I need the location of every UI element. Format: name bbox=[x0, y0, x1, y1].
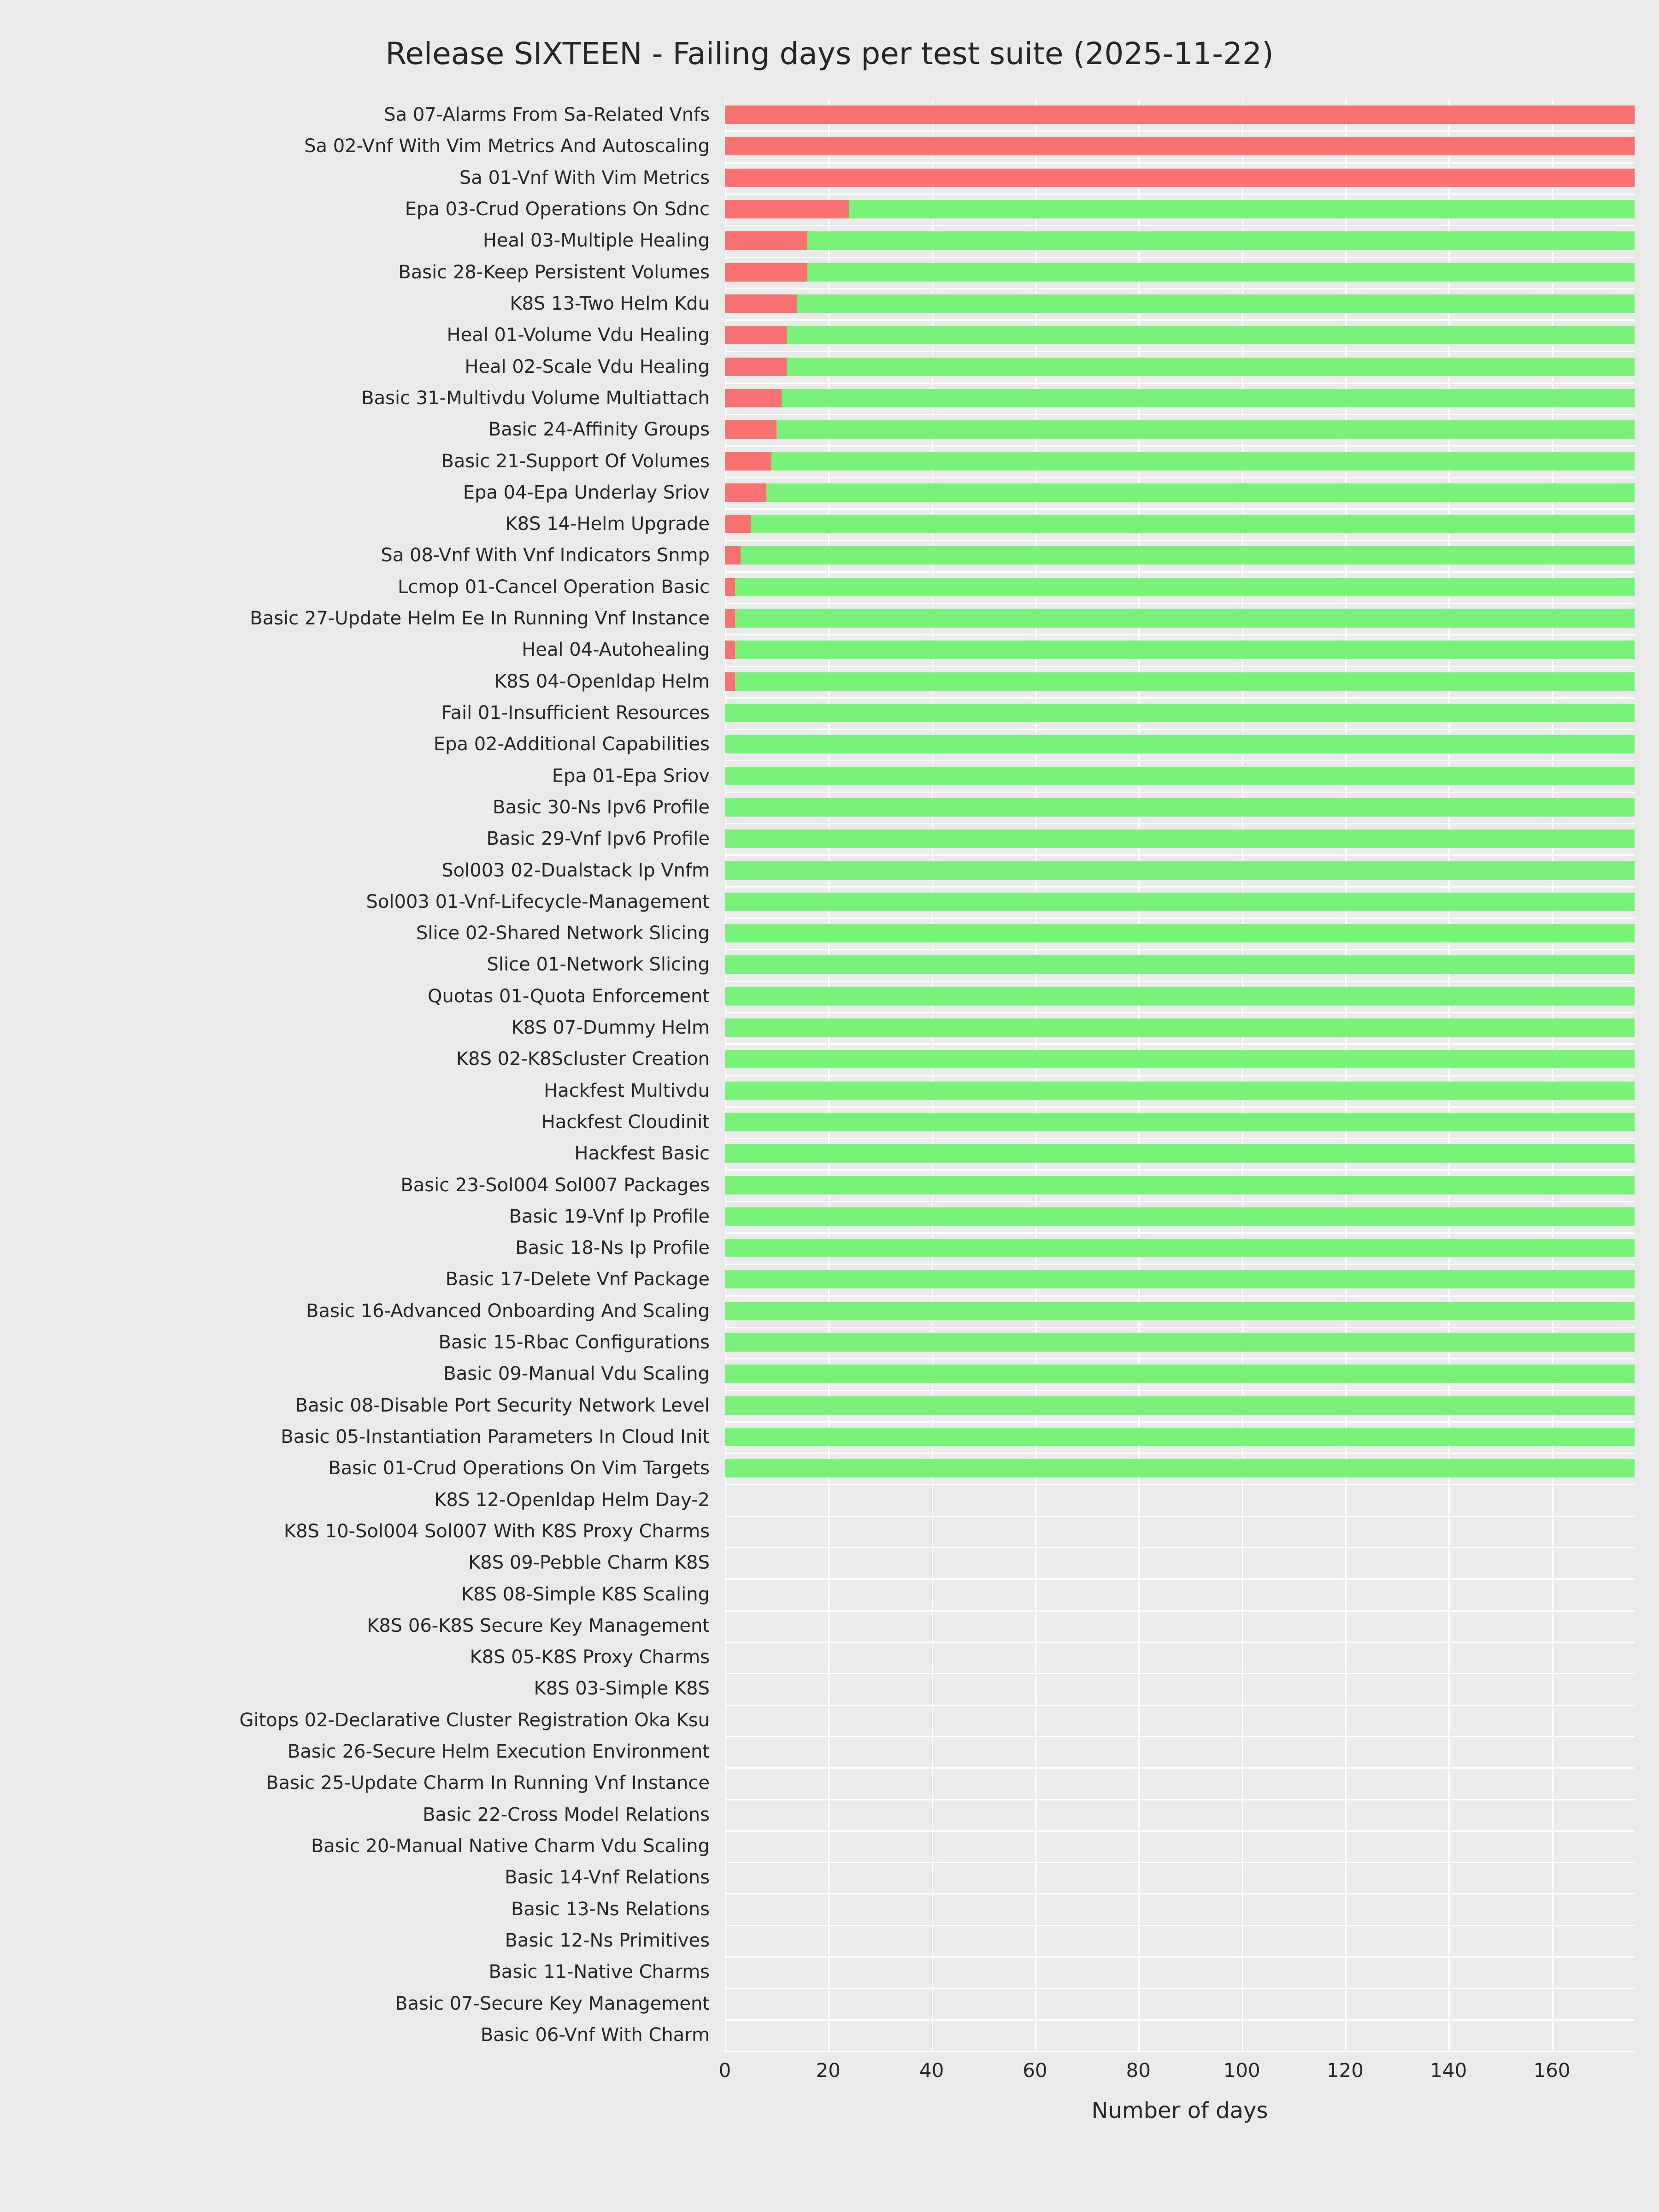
y-tick-label: Sol003 02-Dualstack Ip Vnfm bbox=[441, 859, 710, 881]
bar-passing bbox=[725, 1207, 1635, 1226]
row-gridline bbox=[725, 1705, 1635, 1706]
y-tick-label: Basic 21-Support Of Volumes bbox=[441, 450, 710, 472]
x-tick-label: 120 bbox=[1326, 2059, 1364, 2082]
y-tick-label: K8S 04-Openldap Helm bbox=[494, 671, 710, 692]
row-gridline bbox=[725, 1484, 1635, 1485]
x-tick-label: 160 bbox=[1533, 2059, 1571, 2082]
bar-failing bbox=[725, 231, 807, 250]
y-tick-label: Gitops 02-Declarative Cluster Registration Oka Ksu bbox=[239, 1709, 710, 1731]
bar-passing bbox=[807, 231, 1635, 250]
row-gridline bbox=[725, 225, 1635, 226]
bar-passing bbox=[735, 609, 1635, 628]
row-gridline bbox=[725, 2051, 1635, 2052]
bar-passing bbox=[771, 452, 1635, 471]
bar-passing bbox=[725, 798, 1635, 817]
row-gridline bbox=[725, 603, 1635, 604]
row-gridline bbox=[725, 1421, 1635, 1423]
bar-passing bbox=[777, 420, 1635, 439]
row-gridline bbox=[725, 729, 1635, 730]
row-gridline bbox=[725, 1610, 1635, 1612]
bar-passing bbox=[725, 830, 1635, 848]
bar-passing bbox=[725, 1082, 1635, 1100]
bar-failing bbox=[725, 420, 777, 439]
y-tick-label: Epa 02-Additional Capabilities bbox=[433, 734, 710, 755]
y-tick-label: Basic 09-Manual Vdu Scaling bbox=[443, 1363, 710, 1385]
y-tick-label: Basic 11-Native Charms bbox=[488, 1961, 710, 1983]
row-gridline bbox=[725, 288, 1635, 289]
y-tick-label: Epa 03-Crud Operations On Sdnc bbox=[405, 199, 710, 220]
y-tick-label: Basic 29-Vnf Ipv6 Profile bbox=[486, 828, 710, 850]
chart-title: Release SIXTEEN - Failing days per test suite (2025-11-22) bbox=[385, 36, 1274, 71]
bar-passing bbox=[807, 263, 1635, 282]
bar-passing bbox=[735, 641, 1635, 659]
y-tick-label: Sol003 01-Vnf-Lifecycle-Management bbox=[366, 891, 710, 912]
row-gridline bbox=[725, 1012, 1635, 1013]
x-tick-label: 100 bbox=[1223, 2059, 1260, 2082]
y-tick-label: Lcmop 01-Cancel Operation Basic bbox=[397, 576, 710, 598]
row-gridline bbox=[725, 1641, 1635, 1643]
y-tick-label: Basic 22-Cross Model Relations bbox=[423, 1804, 710, 1825]
y-tick-label: Basic 15-Rbac Configurations bbox=[438, 1332, 710, 1353]
y-tick-label: Hackfest Basic bbox=[574, 1143, 710, 1165]
y-tick-label: Basic 28-Keep Persistent Volumes bbox=[398, 261, 710, 283]
y-tick-label: K8S 12-Openldap Helm Day-2 bbox=[434, 1489, 710, 1511]
row-gridline bbox=[725, 571, 1635, 573]
y-tick-label: Sa 01-Vnf With Vim Metrics bbox=[459, 167, 710, 188]
bar-failing bbox=[725, 609, 735, 628]
bar-passing bbox=[725, 893, 1635, 911]
y-tick-label: K8S 09-Pebble Charm K8S bbox=[468, 1552, 710, 1574]
x-tick-label: 80 bbox=[1126, 2059, 1151, 2082]
row-gridline bbox=[725, 1169, 1635, 1171]
row-gridline bbox=[725, 634, 1635, 635]
row-gridline bbox=[725, 666, 1635, 667]
y-tick-label: K8S 08-Simple K8S Scaling bbox=[461, 1583, 710, 1605]
x-tick-label: 40 bbox=[919, 2059, 944, 2082]
row-gridline bbox=[725, 1516, 1635, 1517]
row-gridline bbox=[725, 1830, 1635, 1832]
y-tick-label: K8S 03-Simple K8S bbox=[534, 1678, 710, 1700]
y-tick-label: Basic 18-Ns Ip Profile bbox=[515, 1237, 710, 1259]
bar-passing bbox=[725, 861, 1635, 880]
row-gridline bbox=[725, 1578, 1635, 1580]
y-tick-label: Basic 30-Ns Ipv6 Profile bbox=[493, 796, 710, 818]
row-gridline bbox=[725, 981, 1635, 982]
y-tick-label: Heal 01-Volume Vdu Healing bbox=[447, 324, 710, 346]
row-gridline bbox=[725, 1893, 1635, 1894]
y-tick-label: Epa 01-Epa Sriov bbox=[552, 765, 710, 787]
bar-failing bbox=[725, 200, 849, 218]
y-tick-label: Heal 02-Scale Vdu Healing bbox=[465, 356, 710, 377]
y-tick-label: Basic 20-Manual Native Charm Vdu Scaling bbox=[311, 1835, 710, 1857]
x-tick-label: 20 bbox=[816, 2059, 841, 2082]
y-tick-label: K8S 13-Two Helm Kdu bbox=[510, 293, 710, 314]
row-gridline bbox=[725, 760, 1635, 761]
bar-passing bbox=[725, 1144, 1635, 1163]
bar-passing bbox=[735, 672, 1635, 691]
row-gridline bbox=[725, 162, 1635, 164]
row-gridline bbox=[725, 477, 1635, 478]
row-gridline bbox=[725, 1358, 1635, 1359]
y-tick-label: Basic 12-Ns Primitives bbox=[505, 1930, 710, 1951]
y-tick-label: Basic 24-Affinity Groups bbox=[488, 419, 710, 441]
row-gridline bbox=[725, 445, 1635, 447]
row-gridline bbox=[725, 1264, 1635, 1265]
row-gridline bbox=[725, 697, 1635, 699]
y-tick-label: Basic 05-Instantiation Parameters In Cloud Init bbox=[281, 1426, 710, 1448]
bar-passing bbox=[725, 1239, 1635, 1257]
bar-passing bbox=[725, 1428, 1635, 1446]
y-tick-label: Heal 04-Autohealing bbox=[522, 639, 710, 661]
bar-failing bbox=[725, 389, 782, 407]
bar-failing bbox=[725, 169, 1635, 187]
row-gridline bbox=[725, 2019, 1635, 2021]
y-tick-label: Slice 01-Network Slicing bbox=[487, 954, 710, 976]
bar-passing bbox=[782, 389, 1635, 407]
bar-passing bbox=[787, 326, 1635, 344]
bar-failing bbox=[725, 515, 751, 533]
y-tick-label: Basic 26-Secure Helm Execution Environment bbox=[287, 1741, 710, 1763]
y-tick-label: Basic 06-Vnf With Charm bbox=[480, 2024, 710, 2046]
bar-passing bbox=[725, 1396, 1635, 1415]
y-tick-label: Basic 16-Advanced Onboarding And Scaling bbox=[306, 1300, 710, 1322]
bar-failing bbox=[725, 106, 1635, 124]
bar-failing bbox=[725, 137, 1635, 155]
bar-failing bbox=[725, 358, 787, 376]
bar-passing bbox=[725, 735, 1635, 753]
bar-passing bbox=[735, 578, 1635, 596]
y-tick-label: Basic 07-Secure Key Management bbox=[395, 1993, 710, 2014]
x-axis-label: Number of days bbox=[1091, 2098, 1268, 2124]
bar-passing bbox=[725, 955, 1635, 974]
y-tick-label: Basic 31-Multivdu Volume Multiattach bbox=[361, 387, 710, 409]
row-gridline bbox=[725, 1956, 1635, 1958]
bar-passing bbox=[725, 767, 1635, 785]
bar-failing bbox=[725, 263, 807, 282]
bar-passing bbox=[725, 1302, 1635, 1320]
y-tick-label: Heal 03-Multiple Healing bbox=[482, 230, 710, 252]
bar-passing bbox=[725, 1333, 1635, 1352]
row-gridline bbox=[725, 792, 1635, 793]
row-gridline bbox=[725, 1988, 1635, 1989]
y-tick-label: K8S 07-Dummy Helm bbox=[511, 1017, 710, 1039]
bar-failing bbox=[725, 326, 787, 344]
bar-passing bbox=[725, 1050, 1635, 1068]
plot-area bbox=[725, 99, 1635, 2051]
y-tick-label: Basic 01-Crud Operations On Vim Targets bbox=[328, 1458, 710, 1479]
y-tick-label: Hackfest Multivdu bbox=[544, 1080, 710, 1101]
y-tick-label: Quotas 01-Quota Enforcement bbox=[427, 985, 710, 1007]
row-gridline bbox=[725, 382, 1635, 384]
bar-passing bbox=[725, 1176, 1635, 1194]
y-tick-label: Epa 04-Epa Underlay Sriov bbox=[463, 482, 710, 503]
bar-failing bbox=[725, 578, 735, 596]
y-tick-label: K8S 06-K8S Secure Key Management bbox=[367, 1615, 710, 1636]
row-gridline bbox=[725, 1327, 1635, 1328]
y-tick-label: K8S 10-Sol004 Sol007 With K8S Proxy Charms bbox=[283, 1520, 710, 1542]
row-gridline bbox=[725, 1075, 1635, 1077]
row-gridline bbox=[725, 918, 1635, 919]
bar-passing bbox=[787, 358, 1635, 376]
bar-passing bbox=[725, 1018, 1635, 1037]
bar-passing bbox=[797, 294, 1635, 313]
row-gridline bbox=[725, 194, 1635, 195]
y-tick-label: Fail 01-Insufficient Resources bbox=[441, 702, 710, 724]
x-tick-label: 0 bbox=[718, 2059, 731, 2082]
row-gridline bbox=[725, 508, 1635, 510]
bar-passing bbox=[725, 987, 1635, 1006]
y-tick-label: Basic 23-Sol004 Sol007 Packages bbox=[400, 1174, 710, 1196]
bar-passing bbox=[741, 546, 1635, 565]
y-tick-label: Basic 17-Delete Vnf Package bbox=[445, 1269, 710, 1290]
bar-failing bbox=[725, 546, 741, 565]
y-tick-label: Sa 02-Vnf With Vim Metrics And Autoscaling bbox=[304, 135, 710, 157]
row-gridline bbox=[725, 1547, 1635, 1548]
row-gridline bbox=[725, 1673, 1635, 1674]
bar-passing bbox=[849, 200, 1635, 218]
bar-passing bbox=[725, 1113, 1635, 1131]
bar-failing bbox=[725, 483, 766, 502]
bar-failing bbox=[725, 294, 797, 313]
row-gridline bbox=[725, 1390, 1635, 1391]
row-gridline bbox=[725, 1453, 1635, 1454]
row-gridline bbox=[725, 854, 1635, 856]
row-gridline bbox=[725, 1138, 1635, 1139]
y-tick-label: Basic 19-Vnf Ip Profile bbox=[509, 1206, 710, 1227]
y-tick-label: K8S 02-K8Scluster Creation bbox=[456, 1048, 710, 1070]
row-gridline bbox=[725, 257, 1635, 258]
y-tick-label: Sa 07-Alarms From Sa-Related Vnfs bbox=[384, 104, 710, 126]
row-gridline bbox=[725, 1106, 1635, 1108]
y-tick-label: Sa 08-Vnf With Vnf Indicators Snmp bbox=[381, 545, 710, 566]
bar-passing bbox=[725, 924, 1635, 942]
row-gridline bbox=[725, 1043, 1635, 1045]
bar-passing bbox=[766, 483, 1635, 502]
row-gridline bbox=[725, 1736, 1635, 1737]
row-gridline bbox=[725, 414, 1635, 415]
bar-passing bbox=[725, 1459, 1635, 1477]
bar-passing bbox=[751, 515, 1635, 533]
x-tick-label: 60 bbox=[1023, 2059, 1047, 2082]
row-gridline bbox=[725, 886, 1635, 888]
row-gridline bbox=[725, 130, 1635, 132]
y-tick-label: K8S 05-K8S Proxy Charms bbox=[470, 1647, 710, 1668]
row-gridline bbox=[725, 351, 1635, 352]
row-gridline bbox=[725, 1862, 1635, 1863]
row-gridline bbox=[725, 1799, 1635, 1800]
row-gridline bbox=[725, 949, 1635, 950]
row-gridline bbox=[725, 823, 1635, 824]
y-tick-label: Basic 14-Vnf Relations bbox=[505, 1867, 710, 1888]
y-tick-label: Hackfest Cloudinit bbox=[541, 1111, 710, 1133]
row-gridline bbox=[725, 319, 1635, 321]
bar-passing bbox=[725, 1365, 1635, 1383]
bar-passing bbox=[725, 704, 1635, 722]
y-tick-label: Basic 27-Update Helm Ee In Running Vnf Instance bbox=[250, 608, 710, 629]
bar-failing bbox=[725, 641, 735, 659]
row-gridline bbox=[725, 1201, 1635, 1202]
y-tick-label: K8S 14-Helm Upgrade bbox=[505, 513, 710, 535]
bar-failing bbox=[725, 452, 771, 471]
row-gridline bbox=[725, 540, 1635, 541]
y-tick-label: Basic 08-Disable Port Security Network Level bbox=[295, 1394, 710, 1416]
row-gridline bbox=[725, 1767, 1635, 1769]
bar-passing bbox=[725, 1270, 1635, 1288]
row-gridline bbox=[725, 1232, 1635, 1234]
row-gridline bbox=[725, 1295, 1635, 1297]
y-tick-label: Slice 02-Shared Network Slicing bbox=[416, 923, 710, 944]
y-tick-label: Basic 13-Ns Relations bbox=[511, 1898, 710, 1920]
x-tick-label: 140 bbox=[1430, 2059, 1467, 2082]
y-tick-label: Basic 25-Update Charm In Running Vnf Instance bbox=[266, 1772, 710, 1794]
row-gridline bbox=[725, 1925, 1635, 1926]
bar-failing bbox=[725, 672, 735, 691]
